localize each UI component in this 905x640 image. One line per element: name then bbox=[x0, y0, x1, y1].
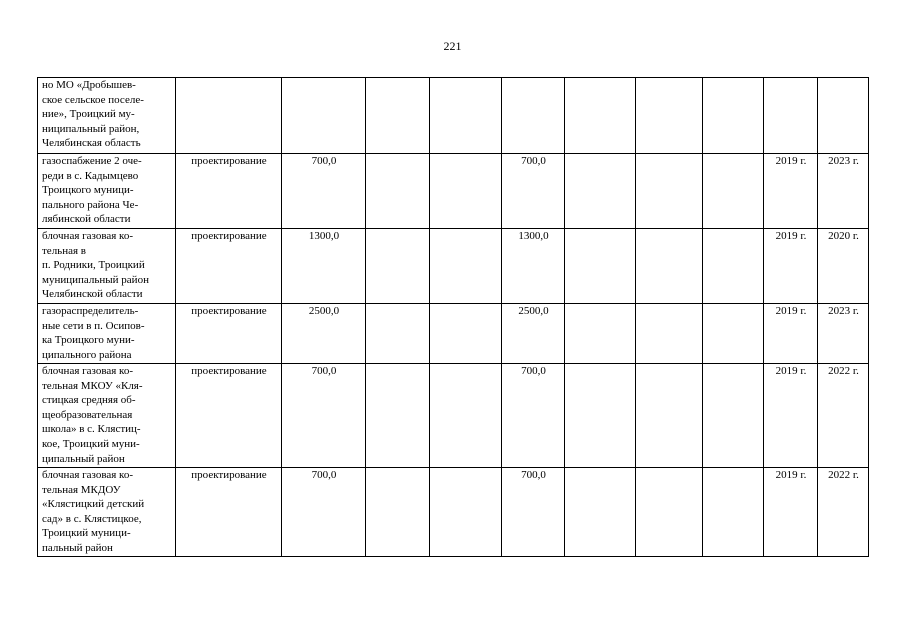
empty-cell bbox=[565, 154, 636, 229]
total-amount-cell: 1300,0 bbox=[282, 229, 366, 304]
empty-cell bbox=[430, 229, 502, 304]
amount-cell: 1300,0 bbox=[502, 229, 565, 304]
table-row bbox=[38, 229, 869, 304]
total-amount-cell: 700,0 bbox=[282, 468, 366, 557]
amount-cell bbox=[502, 78, 565, 154]
total-amount-cell: 700,0 bbox=[282, 154, 366, 229]
stage-cell: проектирование bbox=[176, 304, 282, 364]
empty-cell bbox=[366, 154, 430, 229]
empty-cell bbox=[430, 78, 502, 154]
empty-cell bbox=[636, 154, 703, 229]
object-description: блочная газовая ко- тельная МКОУ «Кля- стицкая средняя об- щеобразовательная школа» в с. Клястиц- кое, Троицкий муни- ципальный район bbox=[38, 364, 176, 468]
table-row bbox=[38, 364, 869, 468]
end-year-cell: 2020 г. bbox=[818, 229, 869, 304]
object-description: блочная газовая ко- тельная в п. Родники, Троицкий муниципальный район Челябинской области bbox=[38, 229, 176, 304]
end-year-cell: 2022 г. bbox=[818, 364, 869, 468]
end-year-cell: 2023 г. bbox=[818, 304, 869, 364]
empty-cell bbox=[366, 304, 430, 364]
empty-cell bbox=[430, 304, 502, 364]
amount-cell: 700,0 bbox=[502, 154, 565, 229]
empty-cell bbox=[430, 364, 502, 468]
page-number: 221 bbox=[443, 39, 462, 53]
empty-cell bbox=[565, 78, 636, 154]
amount-cell: 700,0 bbox=[502, 364, 565, 468]
table-row bbox=[38, 304, 869, 364]
table-row bbox=[38, 154, 869, 229]
empty-cell bbox=[703, 229, 764, 304]
start-year-cell: 2019 г. bbox=[764, 304, 818, 364]
empty-cell bbox=[636, 78, 703, 154]
start-year-cell: 2019 г. bbox=[764, 364, 818, 468]
empty-cell bbox=[703, 78, 764, 154]
empty-cell bbox=[636, 364, 703, 468]
end-year-cell: 2023 г. bbox=[818, 154, 869, 229]
total-amount-cell bbox=[282, 78, 366, 154]
stage-cell bbox=[176, 78, 282, 154]
object-description: блочная газовая ко- тельная МКДОУ «Клястицкий детский сад» в с. Клястицкое, Троицкий муници- пальный район bbox=[38, 468, 176, 557]
object-description: газоспабжение 2 оче- реди в с. Кадымцево Троицкого муници- пального района Че- лябинской области bbox=[38, 154, 176, 229]
empty-cell bbox=[366, 78, 430, 154]
empty-cell bbox=[366, 468, 430, 557]
empty-cell bbox=[565, 364, 636, 468]
start-year-cell: 2019 г. bbox=[764, 468, 818, 557]
start-year-cell: 2019 г. bbox=[764, 154, 818, 229]
empty-cell bbox=[703, 304, 764, 364]
stage-cell: проектирование bbox=[176, 154, 282, 229]
table-row bbox=[38, 78, 869, 154]
empty-cell bbox=[565, 229, 636, 304]
empty-cell bbox=[636, 229, 703, 304]
stage-cell: проектирование bbox=[176, 468, 282, 557]
total-amount-cell: 700,0 bbox=[282, 364, 366, 468]
end-year-cell: 2022 г. bbox=[818, 468, 869, 557]
amount-cell: 2500,0 bbox=[502, 304, 565, 364]
object-description: газораспределитель- ные сети в п. Осипов- ка Троицкого муни- ципального района bbox=[38, 304, 176, 364]
object-description: но МО «Дробышев- ское сельское поселе- ние», Троицкий му- ниципальный район, Челябинская область bbox=[38, 78, 176, 154]
empty-cell bbox=[430, 468, 502, 557]
table-row bbox=[38, 468, 869, 557]
empty-cell bbox=[703, 468, 764, 557]
empty-cell bbox=[565, 468, 636, 557]
start-year-cell: 2019 г. bbox=[764, 229, 818, 304]
empty-cell bbox=[703, 154, 764, 229]
stage-cell: проектирование bbox=[176, 229, 282, 304]
stage-cell: проектирование bbox=[176, 364, 282, 468]
start-year-cell bbox=[764, 78, 818, 154]
amount-cell: 700,0 bbox=[502, 468, 565, 557]
empty-cell bbox=[636, 304, 703, 364]
total-amount-cell: 2500,0 bbox=[282, 304, 366, 364]
empty-cell bbox=[430, 154, 502, 229]
empty-cell bbox=[636, 468, 703, 557]
empty-cell bbox=[565, 304, 636, 364]
empty-cell bbox=[703, 364, 764, 468]
end-year-cell bbox=[818, 78, 869, 154]
empty-cell bbox=[366, 229, 430, 304]
empty-cell bbox=[366, 364, 430, 468]
investment-table bbox=[37, 77, 869, 557]
